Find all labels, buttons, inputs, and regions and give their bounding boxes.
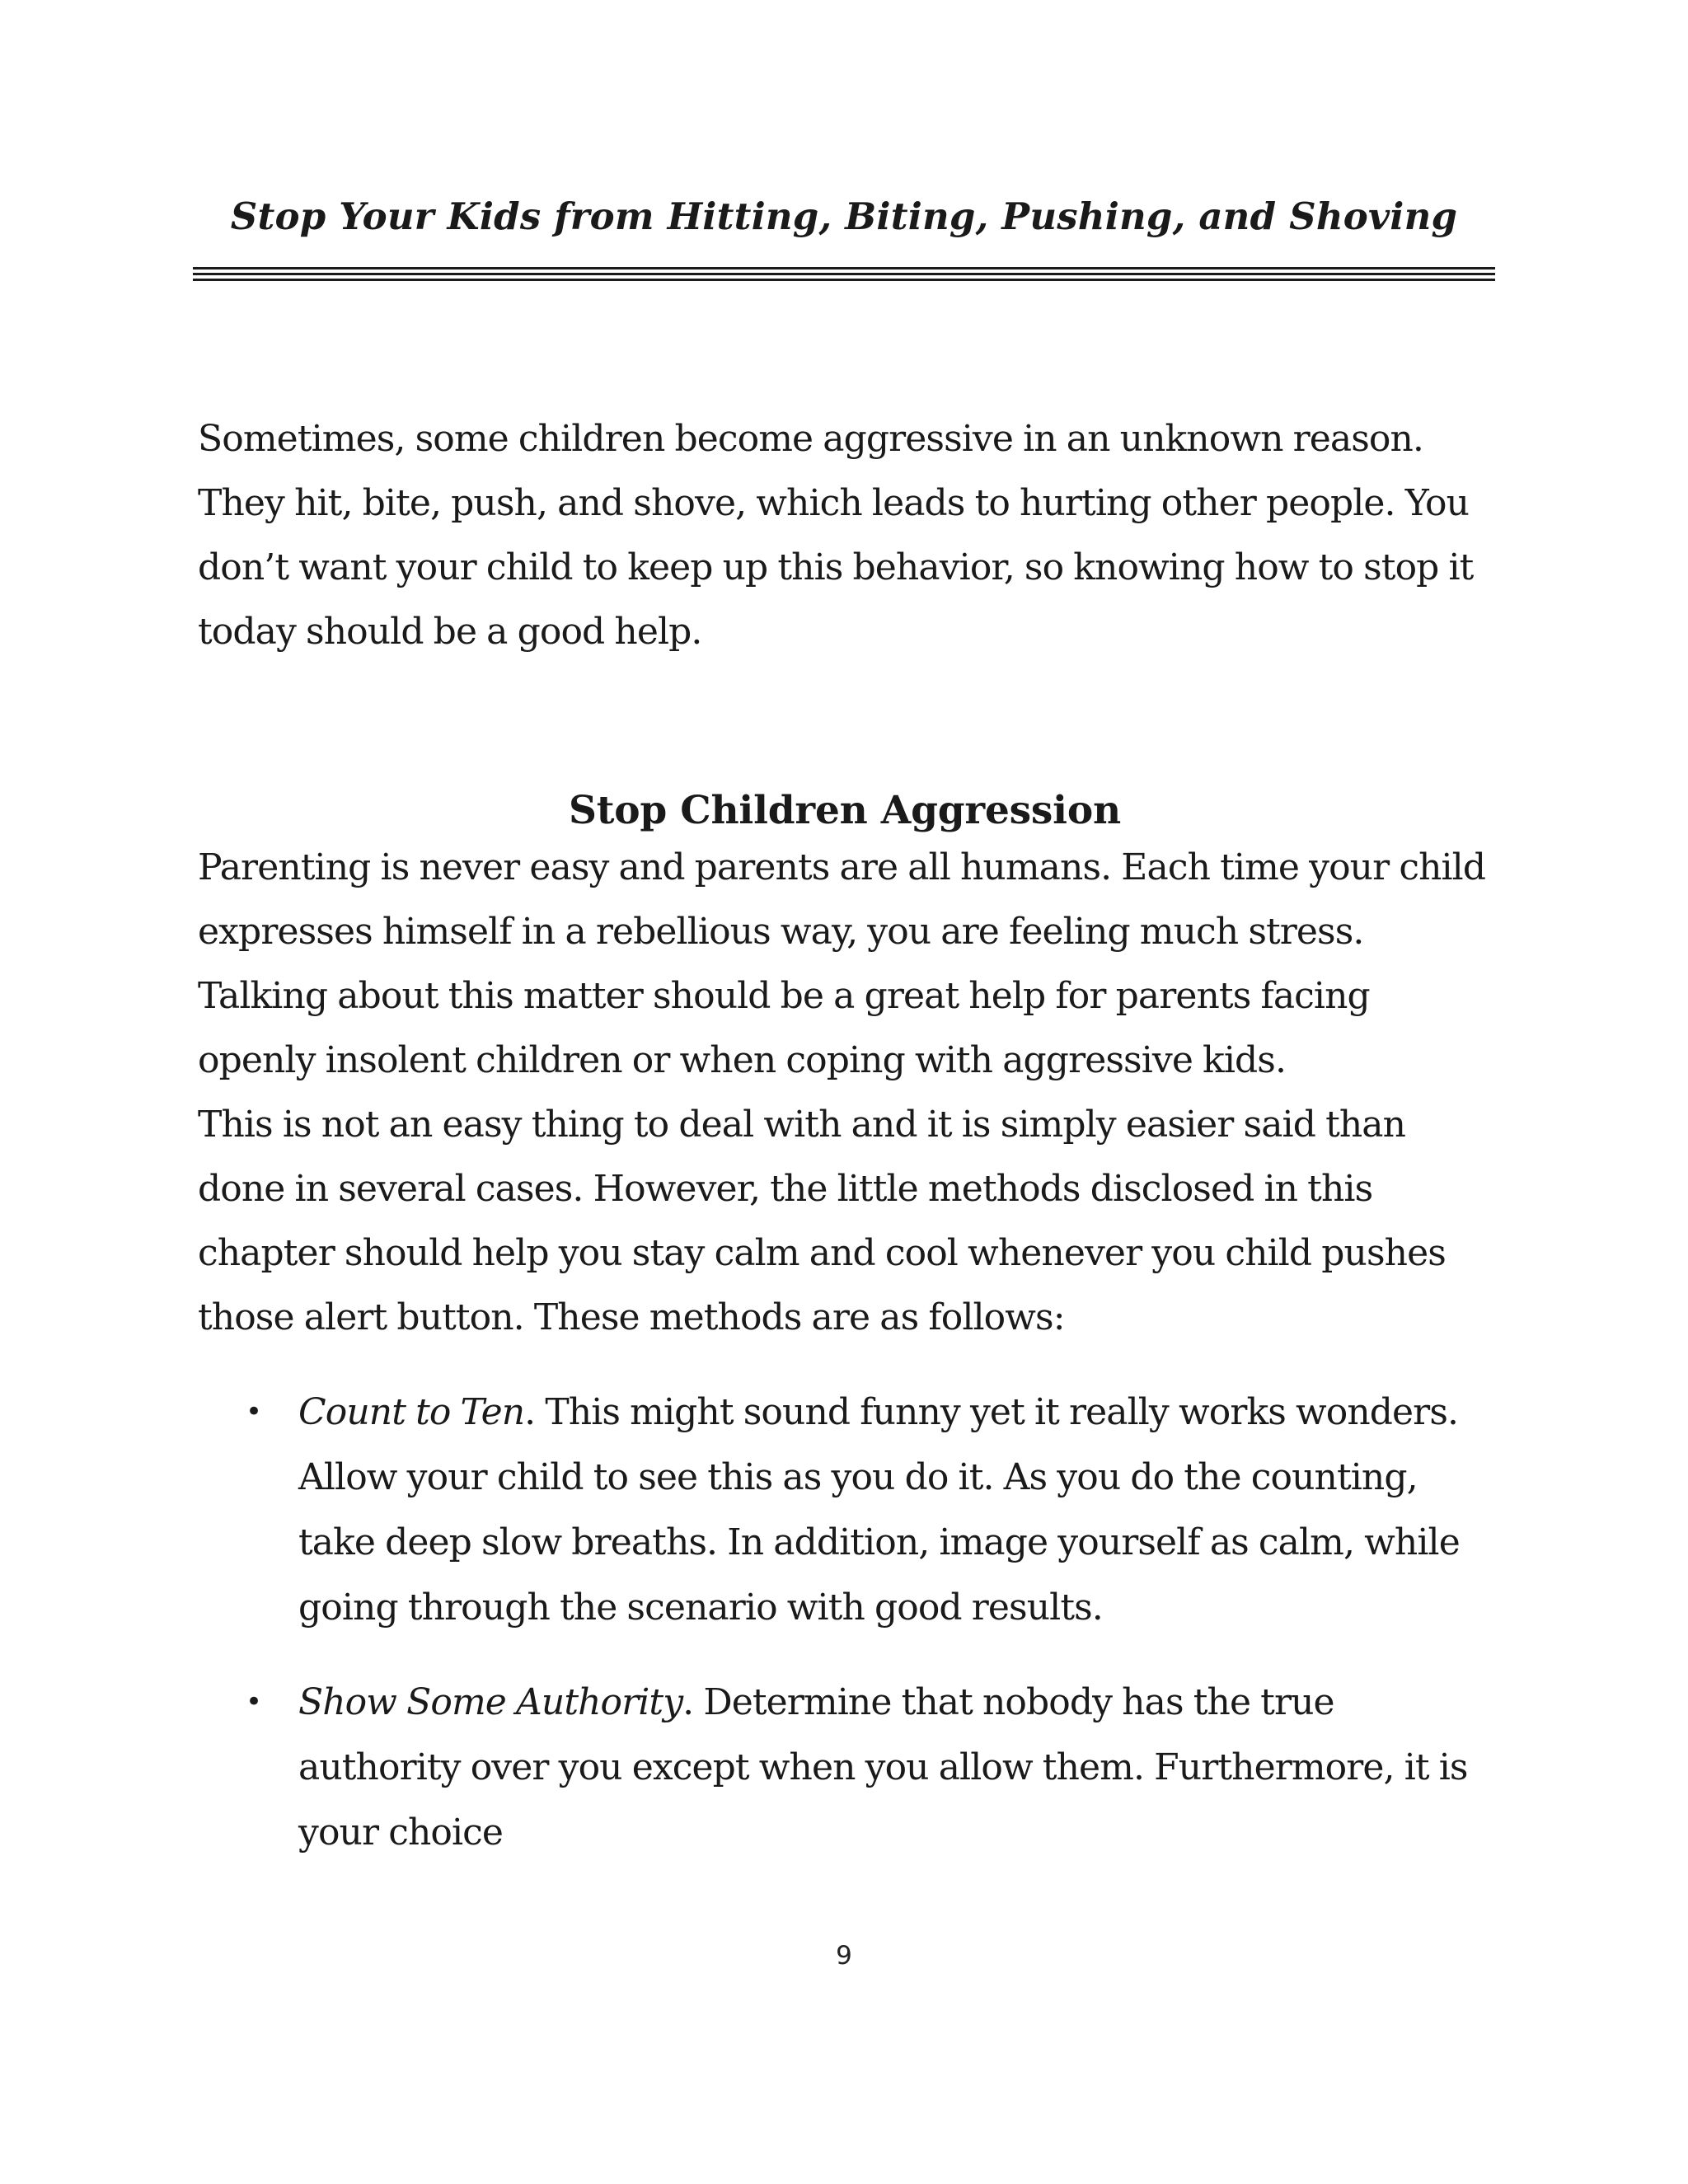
page-number: 9 <box>836 1941 852 1971</box>
method-description: . Determine that nobody has the true authority over you except when you allow them. Furthermore, it is your choice <box>298 1681 1468 1854</box>
methods-list <box>198 1380 1492 1865</box>
list-item <box>198 1670 1492 1865</box>
section-heading: Stop Children Aggression <box>569 788 1121 833</box>
header-rule-line <box>193 279 1495 281</box>
header-rule-line <box>193 273 1495 275</box>
page-content <box>198 407 1492 1895</box>
bullet-icon: • <box>246 1395 262 1428</box>
body-paragraph: Parenting is never easy and parents are all humans. Each time your child expresses himself in a rebellious way, you are feeling much stress. Talking about this matter should be a great help for parents facing openly insolent children or when coping with aggressive kids. <box>198 846 1486 1081</box>
header-rule-line <box>193 267 1495 269</box>
method-name: Count to Ten <box>298 1391 525 1433</box>
header-rule <box>193 267 1495 284</box>
list-item <box>198 1380 1492 1640</box>
body-paragraph: This is not an easy thing to deal with and it is simply easier said than done in several cases. However, the little methods disclosed in this chapter should help you stay calm and cool whenever you child pushes those alert button. These methods are as follows: <box>198 1104 1446 1338</box>
intro-paragraph: Sometimes, some children become aggressive in an unknown reason. They hit, bite, push, and shove, which leads to hurting other people. You don’t want your child to keep up this behavior, so knowing how to stop it today should be a good help. <box>198 418 1474 653</box>
method-description: . This might sound funny yet it really works wonders. Allow your child to see this as you do it. As you do the counting, take deep slow breaths. In addition, image yourself as calm, while going through the scenario with good results. <box>298 1391 1460 1629</box>
running-header-title: Stop Your Kids from Hitting, Biting, Pushing, and Shoving <box>230 194 1458 238</box>
bullet-icon: • <box>246 1685 262 1718</box>
method-name: Show Some Authority <box>298 1681 683 1723</box>
